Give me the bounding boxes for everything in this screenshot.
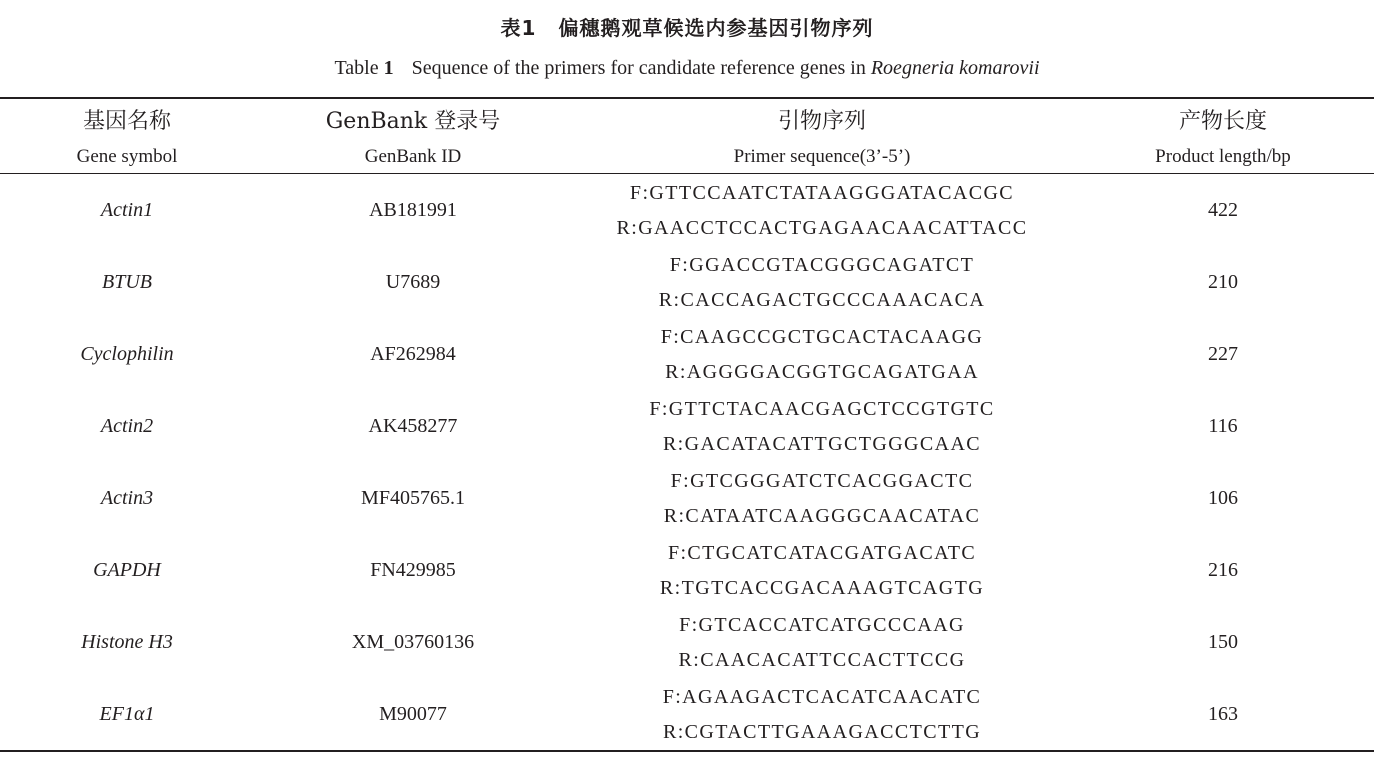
forward-primer: F:GGACCGTACGGGCAGATCT (669, 254, 975, 276)
table-row (0, 606, 1374, 678)
table-body (0, 174, 1374, 752)
gene-symbol-cell: EF1α1 (99, 702, 155, 725)
table-number-cn: 表1 (500, 16, 537, 40)
table-row (0, 318, 1374, 390)
forward-primer: F:CAAGCCGCTGCACTACAAGG (660, 326, 984, 348)
reverse-primer: R:GAACCTCCACTGAGAACAACATTACC (616, 217, 1028, 239)
table-number-en-value: 1 (383, 57, 394, 79)
genbank-id-cell: M90077 (379, 702, 447, 725)
primer-sequence-cell (572, 606, 1072, 678)
product-length-cell: 150 (1208, 630, 1238, 653)
table-title-en (0, 53, 1374, 83)
reverse-primer: R:CAACACATTCCACTTCCG (678, 649, 966, 671)
gene-symbol-cell: GAPDH (93, 558, 161, 581)
forward-primer: F:GTTCTACAACGAGCTCCGTGTC (649, 398, 995, 420)
table-row (0, 534, 1374, 606)
product-length-cell: 210 (1208, 270, 1238, 293)
primer-sequence-cell (572, 390, 1072, 462)
forward-primer: F:AGAAGACTCACATCAACATC (662, 686, 982, 708)
product-length-cell: 227 (1208, 342, 1238, 365)
header-row-en (0, 140, 1374, 174)
header-length-cn: 产物长度 (1178, 109, 1267, 134)
table-row (0, 246, 1374, 318)
product-length-cell: 163 (1208, 702, 1238, 725)
table-header (0, 98, 1374, 174)
primer-table (0, 97, 1374, 752)
table-row (0, 678, 1374, 751)
reverse-primer: R:AGGGGACGGTGCAGATGAA (665, 361, 979, 383)
genbank-id-cell: FN429985 (370, 558, 456, 581)
primer-sequence-cell (572, 534, 1072, 606)
genbank-id-cell: AB181991 (369, 198, 457, 221)
product-length-cell: 422 (1208, 198, 1238, 221)
header-primer-cn: 引物序列 (777, 109, 866, 134)
forward-primer: F:CTGCATCATACGATGACATC (667, 542, 977, 564)
forward-primer: F:GTCGGGATCTCACGGACTC (670, 470, 974, 492)
primer-sequence-cell (572, 246, 1072, 318)
gene-symbol-cell: Actin2 (100, 414, 154, 437)
species-name: Roegneria komarovii (870, 57, 1040, 79)
reverse-primer: R:CATAATCAAGGGCAACATAC (663, 505, 981, 527)
table-title-cn-text: 偏穗鹅观草候选内参基因引物序列 (558, 16, 874, 40)
table-row (0, 390, 1374, 462)
reverse-primer: R:GACATACATTGCTGGGCAAC (662, 433, 982, 455)
genbank-id-cell: AK458277 (368, 414, 458, 437)
table-row (0, 174, 1374, 247)
genbank-id-cell: U7689 (385, 270, 441, 293)
header-gene-name-cn: 基因名称 (82, 109, 171, 134)
product-length-cell: 116 (1208, 414, 1238, 437)
header-primer-sequence: Primer sequence(3’-5’) (572, 140, 1072, 174)
primer-sequence-cell (572, 318, 1072, 390)
table-title-cn (0, 11, 1374, 45)
gene-symbol-cell: BTUB (102, 270, 152, 293)
table-row (0, 462, 1374, 534)
primer-sequence-cell (572, 678, 1072, 751)
product-length-cell: 216 (1208, 558, 1238, 581)
primer-sequence-cell (572, 174, 1072, 247)
header-genbank-id: GenBank ID (254, 140, 572, 174)
forward-primer: F:GTCACCATCATGCCCAAG (679, 614, 965, 636)
table-number-en (334, 57, 393, 79)
primer-sequence-cell (572, 462, 1072, 534)
table-label-en: Table (334, 57, 379, 79)
reverse-primer: R:TGTCACCGACAAAGTCAGTG (659, 577, 985, 599)
header-product-length: Product length/bp (1072, 140, 1374, 174)
product-length-cell: 106 (1208, 486, 1238, 509)
genbank-id-cell: AF262984 (370, 342, 456, 365)
reverse-primer: R:CACCAGACTGCCCAAACACA (658, 289, 986, 311)
gene-symbol-cell: Actin1 (100, 198, 154, 221)
header-gene-symbol: Gene symbol (0, 140, 254, 174)
table-title-en-text: Sequence of the primers for candidate reference genes in (411, 57, 866, 79)
gene-symbol-cell: Cyclophilin (80, 342, 174, 365)
gene-symbol-cell: Histone H3 (81, 630, 173, 653)
header-genbank-cn: GenBank 登录号 (325, 109, 501, 134)
forward-primer: F:GTTCCAATCTATAAGGGATACACGC (629, 182, 1015, 204)
reverse-primer: R:CGTACTTGAAAGACCTCTTG (662, 721, 982, 743)
header-row-cn (0, 98, 1374, 140)
genbank-id-cell: XM_03760136 (351, 630, 475, 653)
gene-symbol-cell: Actin3 (100, 486, 154, 509)
genbank-id-cell: MF405765.1 (361, 486, 465, 509)
